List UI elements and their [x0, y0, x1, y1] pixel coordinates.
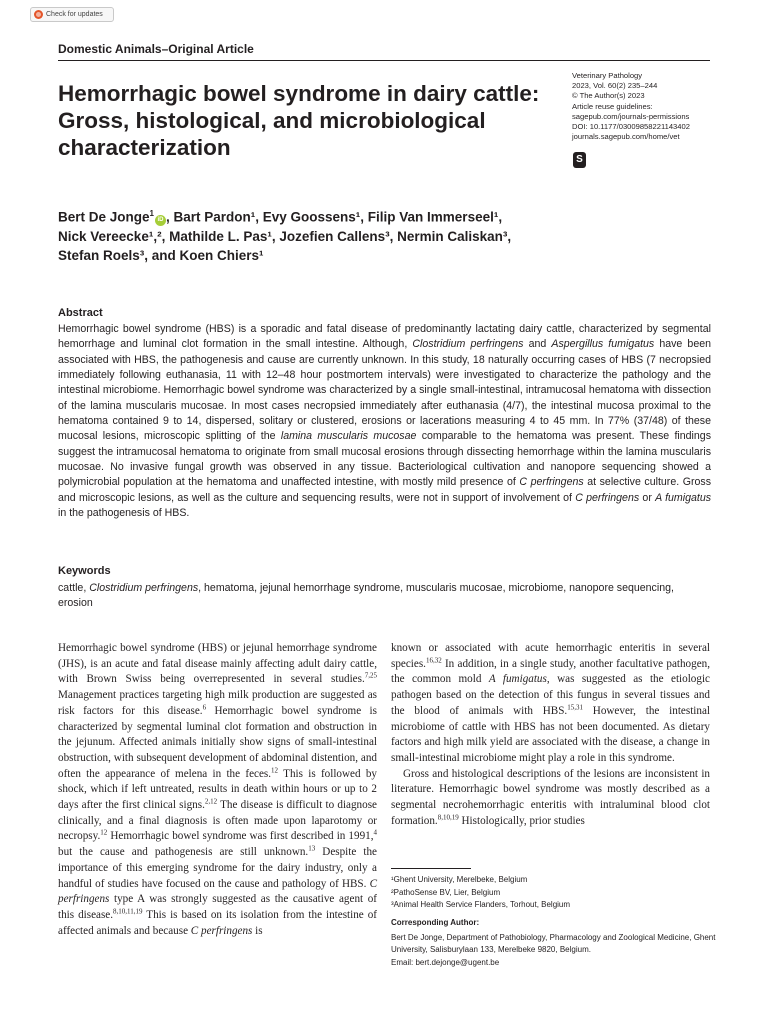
- check-for-updates-label: Check for updates: [46, 11, 103, 18]
- affiliations: [391, 874, 711, 912]
- body-text: Hemorrhagic bowel syndrome (HBS) or jejunal hemorrhage syndrome (JHS), is an acute and fatal disease mainly affecting adult dairy cattle, with Brown Swiss being overrepresented in several studies.: [58, 642, 377, 686]
- species-name: A fumigatus: [488, 673, 547, 686]
- body-text: The disease is difficult to diagnose clinically, and a final diagnosis is often made upon laparotomy or necropsy.: [58, 799, 377, 843]
- author-line-3: Stefan Roels³, and Koen Chiers¹: [58, 247, 264, 263]
- abstract-text-part: comparable to the hematoma was present. These findings suggest the intramucosal hematoma to originate from small mucosal erosions through dissecting hemorrhage within the lamina muscularis mucosae. No invasive fungal growth was observed in any tissue. Bacteriological cultivation and nanopore sequencing showed a polymicrobial population at the hematoma and unaffected intestine, with mostly mild presence of: [58, 430, 711, 489]
- journal-meta: [572, 71, 717, 142]
- citation-ref[interactable]: 8,10,11,19: [113, 907, 143, 916]
- sage-logo-icon: S: [573, 152, 586, 168]
- article-section-label: Domestic Animals–Original Article: [58, 42, 254, 56]
- affiliation-1: ¹Ghent University, Merelbeke, Belgium: [391, 875, 528, 884]
- abstract-text-part: or: [639, 491, 656, 504]
- body-text: , was suggested as the etiologic pathogen based on the detection of this fungus in several tissues and the blood of animals with HBS.: [391, 673, 710, 717]
- species-name: Aspergillus fumigatus: [551, 338, 655, 351]
- first-author: Bert De Jonge: [58, 209, 150, 225]
- abstract-text-part: in the pathogenesis of HBS.: [58, 507, 190, 520]
- species-name: C perfringens: [190, 924, 253, 937]
- citation-ref[interactable]: 2,12: [204, 797, 218, 806]
- species-name: A fumigatus: [655, 491, 712, 504]
- citation-ref[interactable]: 6: [202, 703, 207, 712]
- body-text: This is based on its isolation from the intestine of affected animals and because: [58, 908, 377, 937]
- author-line-2: Nick Vereecke¹,², Mathilde L. Pas¹, Jozefien Callens³, Nermin Caliskan³,: [58, 228, 512, 244]
- body-text: known or associated with acute hemorrhagic enteritis in several species.: [391, 642, 710, 670]
- citation-ref[interactable]: 7,25: [364, 671, 377, 680]
- body-text: is: [252, 924, 263, 937]
- footnote-rule: [391, 868, 471, 869]
- abstract-text-part: and: [523, 338, 552, 351]
- keywords-list: [58, 581, 711, 611]
- check-for-updates-badge[interactable]: [30, 7, 114, 22]
- species-name: C perfringens: [575, 491, 640, 504]
- journal-name: Veterinary Pathology: [572, 71, 643, 80]
- reuse-guidelines-link[interactable]: sagepub.com/journals-permissions: [572, 111, 690, 121]
- body-text: Hemorrhagic bowel syndrome was first described in 1991,: [107, 830, 374, 843]
- abstract-heading: Abstract: [58, 307, 103, 319]
- species-name: Clostridium perfringens: [89, 582, 199, 594]
- body-column-right: [391, 641, 710, 829]
- anatomical-term: lamina muscularis mucosae: [280, 430, 417, 443]
- journal-home-link[interactable]: journals.sagepub.com/home/vet: [572, 132, 680, 142]
- first-author-affiliation: 1: [149, 209, 154, 218]
- citation-ref[interactable]: 12: [100, 828, 108, 837]
- abstract-text-part: at selective culture. Gross and microscopic lesions, as well as the culture and sequencing results, were not in support of involvement of: [58, 476, 711, 504]
- citation-ref[interactable]: 15,31: [567, 703, 583, 712]
- body-text: However, the intestinal microbiome of cattle with HBS has not been documented. As dietary factors and high milk yield are associated with the disease, a change in small-intestinal microbiome might play a role in this syndrome.: [391, 704, 711, 764]
- corresponding-author-details: [391, 932, 721, 969]
- citation-ref[interactable]: 13: [308, 844, 316, 853]
- citation-ref[interactable]: 4: [373, 828, 377, 837]
- orcid-icon[interactable]: iD: [155, 215, 166, 226]
- header-rule: [58, 60, 710, 61]
- body-text: type A was strongly suggested as the causative agent of this disease.: [58, 893, 377, 921]
- body-paragraph: [391, 641, 710, 767]
- author-line-1: [58, 204, 618, 227]
- abstract-text: [58, 322, 711, 521]
- species-name: C perfringens: [58, 877, 377, 906]
- keywords-text-part: , hematoma, jejunal hemorrhage syndrome, muscularis mucosae, microbiome, nanopore sequencing, erosion: [58, 582, 674, 609]
- body-text: In addition, in a single study, another facultative pathogen, the common mold: [391, 657, 710, 686]
- corresponding-author-heading: Corresponding Author:: [391, 918, 480, 927]
- body-text: Gross and histological descriptions of the lesions are inconsistent in literature. Hemorrhagic bowel syndrome was mostly described as a segmental necrohemorrhagic enteritis with intraluminal blood clot formation.: [391, 767, 710, 827]
- citation-ref[interactable]: 8,10,19: [437, 813, 459, 822]
- body-text: but the cause and pathogenesis are still unknown.: [58, 846, 309, 859]
- species-name: C perfringens: [519, 476, 584, 489]
- abstract-text-part: Hemorrhagic bowel syndrome (HBS) is a sporadic and fatal disease of predominantly lactating dairy cattle, characterized by segmental hemorrhage and luminal clot formation in the small intestine. Although,: [58, 323, 711, 351]
- corresponding-author-email[interactable]: Email: bert.dejonge@ugent.be: [391, 957, 500, 967]
- affiliation-2: ²PathoSense BV, Lier, Belgium: [391, 887, 501, 897]
- crossmark-icon: [34, 10, 43, 19]
- body-text: This is followed by shock, which if left untreated, results in death within hours or up to 2 days after the first clinical signs.: [58, 767, 377, 812]
- body-text: Management practices targeting high milk production are suggested as risk factors for this disease.: [58, 689, 377, 717]
- keywords-heading: Keywords: [58, 565, 111, 577]
- body-paragraph: [391, 767, 710, 830]
- body-column-left: [58, 641, 377, 939]
- doi-link[interactable]: DOI: 10.1177/03009858221143402: [572, 122, 690, 132]
- journal-volume: 2023, Vol. 60(2) 235–244: [572, 81, 658, 91]
- affiliation-3: ³Animal Health Service Flanders, Torhout, Belgium: [391, 900, 571, 909]
- abstract-text-part: have been associated with HBS, the pathogenesis and cause are currently unknown. In this study, 18 naturally occurring cases of HBS (7 necropsied immediately following euthanasia, 11 with 12–48 hour postmortem intervals) were investigated to characterize the pathology and the intestinal microbiome. Hemorrhagic bowel syndrome was characterized by a single small-intestinal, intramucosal hematoma with dissection of the lamina muscularis mucosae. In most cases necropsied immediately after euthanasia (4/7), the intestinal mucosa proximal to the hematoma contained 9 to 14, dispersed, solitary or clustered, erosions or lacerations measuring 4 to 45 mm. In 77% (37/48) of these mucosal lesions, microscopic splitting of the: [58, 338, 711, 443]
- corresponding-author-address: Bert De Jonge, Department of Pathobiology, Pharmacology and Zoological Medicine, Ghent University, Salisburylaan 133, Merelbeke 9820, Belgium.: [391, 933, 716, 955]
- citation-ref[interactable]: 16,32: [425, 655, 442, 664]
- body-text: Hemorrhagic bowel syndrome is characterized by segmental luminal clot formation and obstruction in the jejunum. Affected animals initially show signs of small-intestinal obstruction, with subsequent development of abdominal distention, and often the appearance of melena in the feces.: [58, 704, 377, 780]
- citation-ref[interactable]: 12: [271, 765, 279, 774]
- author-line-1-rest: , Bart Pardon¹, Evy Goossens¹, Filip Van Immerseel¹,: [165, 209, 503, 225]
- body-text: Despite the importance of this emerging syndrome for the dairy industry, only a handful of studies have focused on the cause and pathology of HBS.: [58, 846, 377, 890]
- copyright-line: © The Author(s) 2023: [572, 91, 645, 101]
- author-list: [58, 204, 618, 265]
- reuse-guidelines-label: Article reuse guidelines:: [572, 101, 653, 111]
- species-name: Clostridium perfringens: [412, 338, 524, 351]
- keywords-text-part: cattle,: [58, 582, 90, 594]
- body-text: Histologically, prior studies: [458, 814, 585, 827]
- article-title: Hemorrhagic bowel syndrome in dairy cattle: Gross, histological, and microbiological characterization: [58, 81, 540, 160]
